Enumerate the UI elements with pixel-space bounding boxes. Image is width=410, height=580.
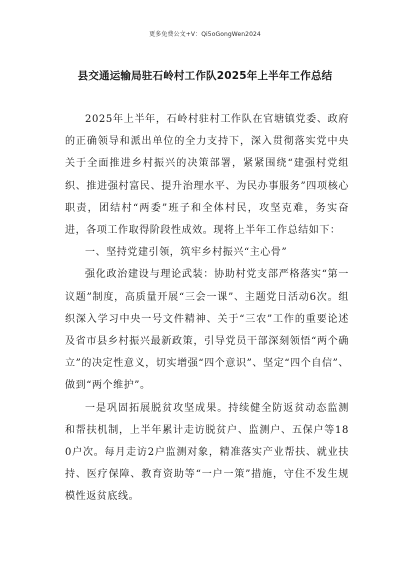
document-title: 县交通运输局驻石岭村工作队2025年上半年工作总结 <box>77 70 333 82</box>
body-paragraph: 一是巩固拓展脱贫攻坚成果。持续健全防返贫动态监测和帮扶机制，上半年累计走访脱贫户、监测户、五保户等180户次。每月走访2户监测对象，精准落实产业帮扶、就业扶持、医疗保障、教育资助等“一户一策”措施，守住不发生规模性返贫底线。 <box>65 402 349 503</box>
intro-paragraph: 2025年上半年，石岭村驻村工作队在官塘镇党委、政府的正确领导和派出单位的全力支持下，深入贯彻落实党中央关于全面推进乡村振兴的决策部署，紧紧围绕“建强村党组织、推进强村富民、提升治理水平、为民办事服务”四项核心职责，团结村“两委”班子和全体村民，攻坚克难，务实奋进，各项工作取得阶段性成效。现将上半年工作总结如下： <box>65 114 349 237</box>
section-heading: 一、坚持党建引领，筑牢乡村振兴“主心骨” <box>85 247 288 259</box>
document-body <box>65 109 349 509</box>
body-paragraph: 强化政治建设与理论武装：协助村党支部严格落实“第一议题”制度，高质量开展“三会一课”、主题党日活动6次。组织深入学习中央一号文件精神、关于“三农”工作的重要论述及省市县乡村振兴最新政策，引导党员干部深刻领悟“两个确立”的决定性意义，切实增强“四个意识”、坚定“四个自信”、做到“两个维护”。 <box>65 269 349 392</box>
header-note: 更多免费公文+V：Qi5oGongWen2024 <box>149 31 261 38</box>
